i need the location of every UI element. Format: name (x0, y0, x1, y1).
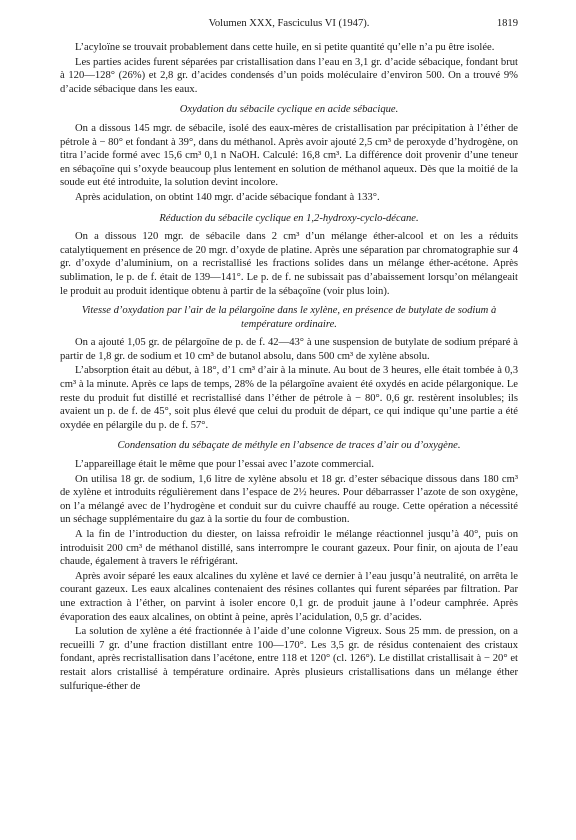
paragraph: A la fin de l’introduction du diester, on laissa refroidir le mélange réactionnel jusqu’à 40°, puis on introduisit 200 cm³ de méthanol distillé, sans interrompre le courant gazeux. Pour finir, on ajouta de l’eau chaude, également à travers le réfrigérant. (60, 529, 518, 568)
running-header (60, 17, 518, 41)
paragraph: L’appareillage était le même que pour l’essai avec l’azote commercial. (75, 459, 375, 471)
journal-title: Volumen XXX, Fasciculus VI (1947). (208, 18, 370, 29)
section-heading: Condensation du sébaçate de méthyle en l’absence de traces d’air ou d’oxygène. (117, 440, 461, 452)
paragraph: L’acyloïne se trouvait probablement dans cette huile, en si petite quantité qu’elle n’a pu être isolée. (75, 42, 495, 53)
paragraph: La solution de xylène a été fractionnée à l’aide d’une colonne Vigreux. Sous 25 mm. de pression, on a recueilli 7 gr. d’une fraction distillant entre 100—170°. Les 3,5 gr. de résidus contenaient des cristaux fondant, après recristallisation dans l’acétone, entre 118 et 120° (cl. 126°). Le distillat cristallisait à − 20° et restait alors cristallisé à température ordinaire. Après plusieurs cristallisations dans un mélange éther sulfurique-éther de (60, 626, 518, 692)
paragraph: On a ajouté 1,05 gr. de pélargoïne de p. de f. 42—43° à une suspension de butylate de sodium préparé à partir de 1,8 gr. de sodium et 10 cm³ de butanol absolu, dans 500 cm³ de xylène absolu. (60, 337, 518, 362)
paragraph: Après avoir séparé les eaux alcalines du xylène et lavé ce dernier à l’eau jusqu’à neutralité, on arrêta le courant gazeux. Les eaux alcalines contenaient des résines collantes qui furent séparées par filtration. Par une extraction à l’éther, on parvint à isoler encore 0,1 gr. de produit jaune à l’odeur camphrée. Après évaporation des eaux alcalines, on obtint à peine, après l’acidulation, 0,5 gr. d’acides. (60, 570, 518, 623)
section-heading: Oxydation du sébacile cyclique en acide sébacique. (179, 104, 399, 116)
paragraph: Les parties acides furent séparées par cristallisation dans l’eau en 3,1 gr. d’acide sébacique, fondant brut à 120—128° (26%) et 2,8 gr. d’acides condensés d’un poids moléculaire d’environ 500. On a trouvé 9% d’acide sébacique dans les eaux. (60, 56, 518, 95)
paragraph: On a dissous 120 mgr. de sébacile dans 2 cm³ d’un mélange éther-alcool et on les a réduits catalytiquement en présence de 20 mgr. d’oxyde de platine. Après une séparation par chromatographie sur 4 gr. d’oxyde d’aluminium, on a recristallisé les fractions solides dans un mélange éther-acétone. Après sublimation, le p. de f. était de 139—141°. Le p. de f. ne subissait pas d’abaissement lorsqu’on mélangeait le produit au produit identique obtenu à partir de la sébaçoïne (voir plus loin). (60, 231, 518, 297)
page-number: 1819 (496, 18, 518, 29)
paragraph: Après acidulation, on obtint 140 mgr. d’acide sébacique fondant à 133°. (75, 191, 380, 203)
document-page (60, 0, 518, 840)
paragraph: On a dissous 145 mgr. de sébacile, isolé des eaux-mères de cristallisation par précipitation à l’éther de pétrole à − 80° et fondant à 39°, dans du méthanol. Après avoir ajouté 2,5 cm³ de peroxyde d’hydrogène, on titra l’acide formé avec 15,6 cm³ 0,1 n NaOH. Calculé: 16,8 cm³. La différence doit provenir d’une teneur en sébaçoïne qui s’oxyde beaucoup plus lentement en solution de méthanol aqueux. Dès que la moitié de la soude eut été introduite, la solution devint incolore. (60, 122, 518, 189)
section-heading: Réduction du sébacile cyclique en 1,2-hydroxy-cyclo-décane. (159, 212, 419, 224)
paragraph: L’absorption était au début, à 18°, d’1 cm³ d’air à la minute. Au bout de 3 heures, elle était tombée à 0,3 cm³ à la minute. Après ce laps de temps, 28% de la pélargoïne avaient été oxydés en acide pélargonique. Le reste du produit fut distillé et recristallisé dans l’éther de pétrole à − 80°. 0,6 gr. restèrent insolubles; ils avaient un p. de f. de 45°, soit plus élevé que celui du produit de départ, ce qui indique qu’une partie a été oxydée en pélargile du p. de f. 57°. (60, 365, 518, 431)
paragraph: On utilisa 18 gr. de sodium, 1,6 litre de xylène absolu et 18 gr. d’ester sébacique dissous dans 180 cm³ de xylène et introduits régulièrement dans l’espace de 2½ heures. Pour débarrasser l’azote de son oxygène, on l’a mélangé avec de l’hydrogène et conduit sur du cuivre chauffé au rouge. Cette opération a nécessité un séchage supplémentaire du gaz à la sortie du four de combustion. (60, 473, 518, 526)
section-heading: Vitesse d’oxydation par l’air de la pélargoïne dans le xylène, en présence de butylate de sodium à température ordinaire. (81, 305, 497, 330)
